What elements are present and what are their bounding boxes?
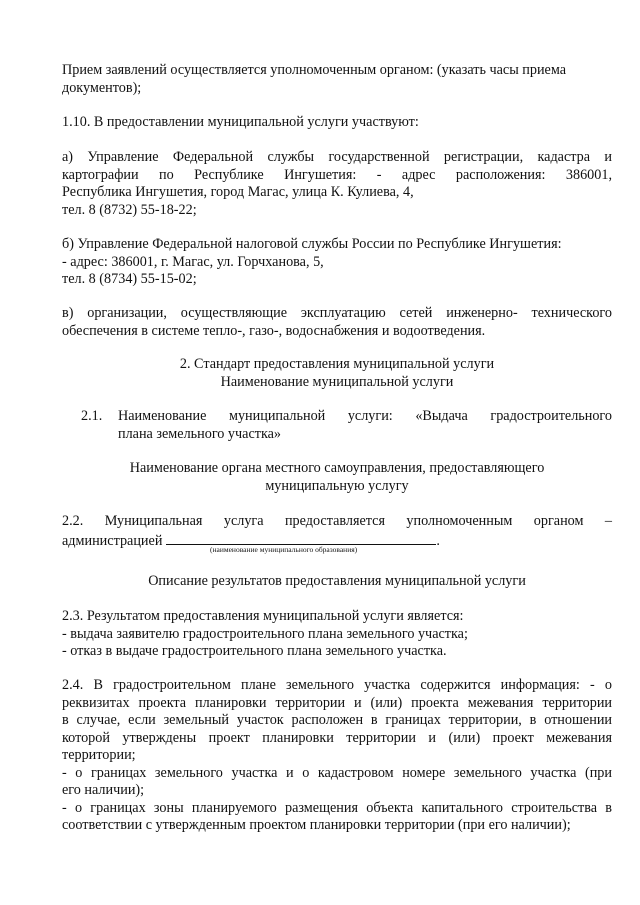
text-line: картографии по Республике Ингушетия: - адрес расположения: 386001, <box>62 166 612 183</box>
text-line: обеспечения в системе тепло-, газо-, водоснабжения и водоотведения. <box>62 322 486 339</box>
section-2-subtitle: Наименование муниципальной услуги <box>220 374 454 390</box>
text-line: плана земельного участка» <box>118 425 282 442</box>
text-line: - адрес: 386001, г. Магас, ул. Горчханова, 5, <box>62 253 324 270</box>
participant-v-paragraph <box>62 305 612 340</box>
text-line: документов); <box>62 79 142 96</box>
text-line: 2.4. В градостроительном плане земельного участка содержится информация: - о <box>62 677 612 693</box>
results-heading: Описание результатов предоставления муниципальной услуги <box>148 573 526 589</box>
clause-1-10 <box>62 114 612 132</box>
period: . <box>436 532 440 549</box>
text-line: 2.2. Муниципальная услуга предоставляется уполномоченным органом – <box>62 513 612 529</box>
text-line: а) Управление Федеральной службы государственной регистрации, кадастра и <box>62 149 612 165</box>
text-line: которой утверждены проект планировки территории и (или) проект межевания <box>62 729 612 746</box>
text-line: - выдача заявителю градостроительного плана земельного участка; <box>62 625 468 642</box>
text-line: тел. 8 (8732) 55-18-22; <box>62 201 197 218</box>
item-2-4 <box>62 677 612 835</box>
reception-paragraph <box>62 62 612 97</box>
item-2-1-text <box>118 408 612 443</box>
item-2-3 <box>62 608 612 661</box>
organ-heading-line2: муниципальную услугу <box>265 478 409 494</box>
text-line: тел. 8 (8734) 55-15-02; <box>62 271 197 287</box>
text-line: соответствии с утвержденным проектом планировки территории (при его наличии); <box>62 817 571 833</box>
text-line: Наименование муниципальной услуги: «Выдача градостроительного <box>118 408 612 424</box>
municipality-blank-line <box>166 531 436 545</box>
text-line: - отказ в выдаче градостроительного плана земельного участка. <box>62 643 447 659</box>
text-line: его наличии); <box>62 782 145 798</box>
text-line: реквизитах проекта планировки территории и (или) проекта межевания территории <box>62 694 612 711</box>
participant-a-paragraph <box>62 149 612 219</box>
participant-b-paragraph <box>62 236 612 289</box>
administration-label: администрацией <box>62 532 163 549</box>
text-line: 2.3. Результатом предоставления муниципальной услуги является: <box>62 608 464 624</box>
text-line: Республика Ингушетия, город Магас, улица К. Кулиева, 4, <box>62 184 414 200</box>
section-2-title: 2. Стандарт предоставления муниципальной услуги <box>179 356 495 372</box>
municipality-caption: (наименование муниципального образования) <box>210 545 358 554</box>
text-line: - о границах зоны планируемого размещения объекта капитального строительства в <box>62 799 612 816</box>
text-line: территории; <box>62 747 136 763</box>
text-line: 1.10. В предоставлении муниципальной услуги участвуют: <box>62 114 419 130</box>
organ-heading-line1: Наименование органа местного самоуправления, предоставляющего <box>129 460 545 476</box>
text-line: б) Управление Федеральной налоговой службы России по Республике Ингушетия: <box>62 236 562 252</box>
item-2-1-number: 2.1. <box>81 408 103 424</box>
text-line: в) организации, осуществляющие эксплуатацию сетей инженерно- технического <box>62 305 612 321</box>
text-line: в случае, если земельный участок расположен в границах территории, в отношении <box>62 712 612 728</box>
text-line: Прием заявлений осуществляется уполномоченным органом: (указать часы приема <box>62 62 567 78</box>
text-line: - о границах земельного участка и о кадастровом номере земельного участка (при <box>62 764 612 781</box>
